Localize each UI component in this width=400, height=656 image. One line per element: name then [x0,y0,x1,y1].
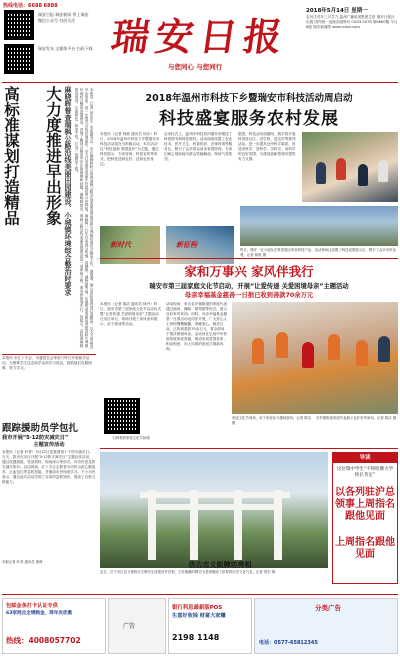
ad-pos[interactable] [168,598,252,654]
aid-intro: 本报讯 市红十字会、市慈善总会等部门昨日开展助学活动，为困难学生送去助学金和学习用品，鼓励他们克服困难、努力学习。 [2,356,92,370]
lead-kicker: 2018年温州市科技下乡暨瑞安市科技活动周启动 [145,93,353,104]
qr-code-icon[interactable] [4,44,34,74]
hotline: 热线电话：6688 6888 [3,3,58,9]
aid-headline: 跟踪援助员学包扎 [2,423,79,434]
divider [100,448,398,449]
lead-headline: 科技盛宴服务农村发展 [159,109,339,129]
qr-code-icon[interactable] [104,398,140,434]
qr-code-icon[interactable] [4,10,34,40]
aid-body: 本报讯（记者 叶青）5月12日是我国第十个防灾减灾日。当天，我市在市区开展“5·12防灾减灾日”主题宣传活动，通过设置展板、发放资料、现场演示等形式，向市民普及防灾减灾知识。活动现场，红十字会志愿者为市民示范心肺复苏、止血包扎等急救技能，并邀请市民现场学习。不少市民表示，通过此次活动学到了实用的急救知识，提高了自救互救能力。 [2,450,96,484]
photo-caption: 各乡镇街道家庭代表展示良好家风家训。记者 陈洁 摄 [316,416,397,420]
guide-label: 导读 [333,453,397,463]
photo-title: 仿古忠义街牌坊亮相 [188,561,252,569]
ad-classified[interactable] [254,598,398,654]
photo-caption: 近日，位于市区忠义街的仿古牌坊完成建设并亮相，古朴典雅的牌坊为老街增添了浓厚的历史文化气息。记者 郑东 摄 [100,570,276,574]
campaign-tag: 新征程 [176,240,197,249]
divider [2,82,398,83]
qr-caption: 瑞安日报 瑞安新闻 掌上瑞安 微信公众号 扫码关注 [38,12,89,23]
qr-caption: 扫码观看家庭文化节视频 [112,436,150,440]
publication-info: 农历戊戌年三月廿九 温州广播电视集团主管 瑞安日报社出版 国内统一连续出版物号 CN33-0078 第8660期 今日8版 瑞安新闻网 www.ruian.com [306,15,398,30]
issue-date: 2018年5月14日 星期一 [306,8,368,14]
slogan: 与您同心 与您同行 [168,63,223,71]
photo-caption: 家庭文化节现场，亲子家庭参与趣味游戏。记者 陈洁 摄 [232,416,312,425]
family-headline: 家和万事兴 家风伴我行 [184,264,314,279]
science-photo[interactable] [240,206,398,246]
ads-strip [2,598,398,654]
lead-column: 本报讯（记者 林晨 通讯员 何乐）昨日，2018年温州市科技下乡暨瑞安市科技活动周在马屿镇启动。本次活动以“科技创新 强国富民”为主题，通过科技展示、专家咨询、科普宣传等形式，把科技送到农村、送到农民身边。 [100,132,160,166]
ad-phone: 电话：0577-65812345 [259,640,318,646]
family-photo[interactable] [232,302,398,414]
byline: 本报记者 叶青 通讯员 黄海 [2,560,43,564]
ad-subtitle: 生意好收钱 财富大家赚 [172,613,226,619]
aid-subhead: 主题宣传活动 [33,442,65,448]
ad-phone: 热线：4008057702 [6,636,81,645]
lead-photo[interactable] [302,132,398,202]
archway-photo[interactable] [100,452,328,568]
left-lead: 麻晓晖督查瑞枫公路沿线美丽田园建设、小城镇环境综合整治时要求 [64,86,73,296]
ad-box[interactable] [108,598,166,654]
masthead [0,0,400,82]
left-headline: 高标准谋划打造精品 [2,86,21,226]
family-subhead: 瑞安市第三届家庭文化节启动，开展“让爱传递 关爱困境母亲”主题活动 [149,283,349,290]
guide-item[interactable]: 上周指名跟他见面 [335,537,395,560]
left-body: 本报讯（记者 何乐乐）市委副书记、市长麻晓晖昨日督查瑞枫公路沿线美丽田园建设和小城镇环境综合整治工作。他强调，要以高标准谋划打造精品，以大力度推进早出形象，进一步提升沿线环境品质，全力打造瑞安美丽乡村建设的示范样板。麻晓晖一行先后来到马屿镇、高楼镇、湖岭镇等地，实地察看美丽田园建设和小城镇环境综合整治进展情况，详细了解项目推进中存在的困难和问题。麻晓晖指出，瑞枫公路沿线美丽田园建设是一项系统工程，要坚持规划先行，高起点、高标准编制建设规划，注重特色、彰显个性，打造一批精品工程。 [75,88,94,349]
ad-subtitle: 63家网点全境购金，周年庆优惠 [6,611,73,616]
ad-phone: 2198 1148 [172,633,220,642]
guide-item[interactable]: 以各列驻沪总领事上周指名跟他见面 [335,487,395,522]
divider [100,258,398,259]
lead-column: 启动仪式上，温州市科技局向瑞安市赠送了科普图书和科技资料。活动现场设置了农业技术、医疗卫生、科普知识、法律咨询等服务区，吸引了众多群众前来参观咨询。专家们耐心细致地为群众答疑解惑，现场气氛热烈。 [164,132,233,161]
family-column: 本报讯（记者 陈洁 通讯员 林丹）昨日，瑞安市第三届家庭文化节启动仪式暨“让爱传递 关爱困境母亲”主题活动在市区举行，现场开展了家风家训展示、亲子游戏等活动。 [100,302,162,326]
divider [2,594,398,595]
ad-title: 包邮金条打卡认证专供 [6,603,58,609]
family-column: 活动现场，来自各乡镇街道的家庭代表通过诵读、舞蹈、情景剧等形式，展示良好家风家训。同时，母亲幸福基金慈善一日捐活动也同步开展，广大爱心人士纷纷慷慨解囊，奉献爱心。截至目前，已收到善款70余万元，将全部用于帮扶困境母亲。活动旨在弘扬中华民族传统家庭美德，推动形成爱国爱家、相亲相爱、向上向善的家庭文明新风尚。 [166,302,228,351]
divider [2,354,96,355]
campaign-tag: 新时代 [110,240,131,249]
guide-box[interactable] [332,452,398,584]
left-subhead: 大力度推进早出形象 [44,86,63,226]
family-subhead: 母亲幸福基金慈善一日捐已收到善款70余万元 [184,292,314,299]
ad-title: 分类广告 [315,604,341,612]
lead-column: 据悉，科技活动周期间，我市将开展科普进社区、进学校、进农村等系列活动，进一步提高全民科学素质，营造讲科学、爱科学、学科学、用科学的良好氛围，为建设创新型城市提供有力支撑。 [238,132,296,161]
ad-gold[interactable] [2,598,106,654]
aid-subhead: 我市开展“5·12防灾减灾日” [2,435,69,441]
newspaper-logo: 瑞安日报 [108,14,291,59]
guide-text: 这位瑞中学生“不得哈佛大学校长肯定” [336,467,394,478]
qr-caption: 瑞安发布 全媒体平台 扫码下载 [38,46,93,51]
photo-caption: 昨日，瑞安一位小朋友在科普展区体验科技产品。活动现场还设置了科技成果展示区，吸引了众多市民参观。记者 林晨 摄 [240,248,396,257]
ad-title: 银行利息最新版POS [172,605,223,611]
ad-title: 广告 [123,623,136,630]
